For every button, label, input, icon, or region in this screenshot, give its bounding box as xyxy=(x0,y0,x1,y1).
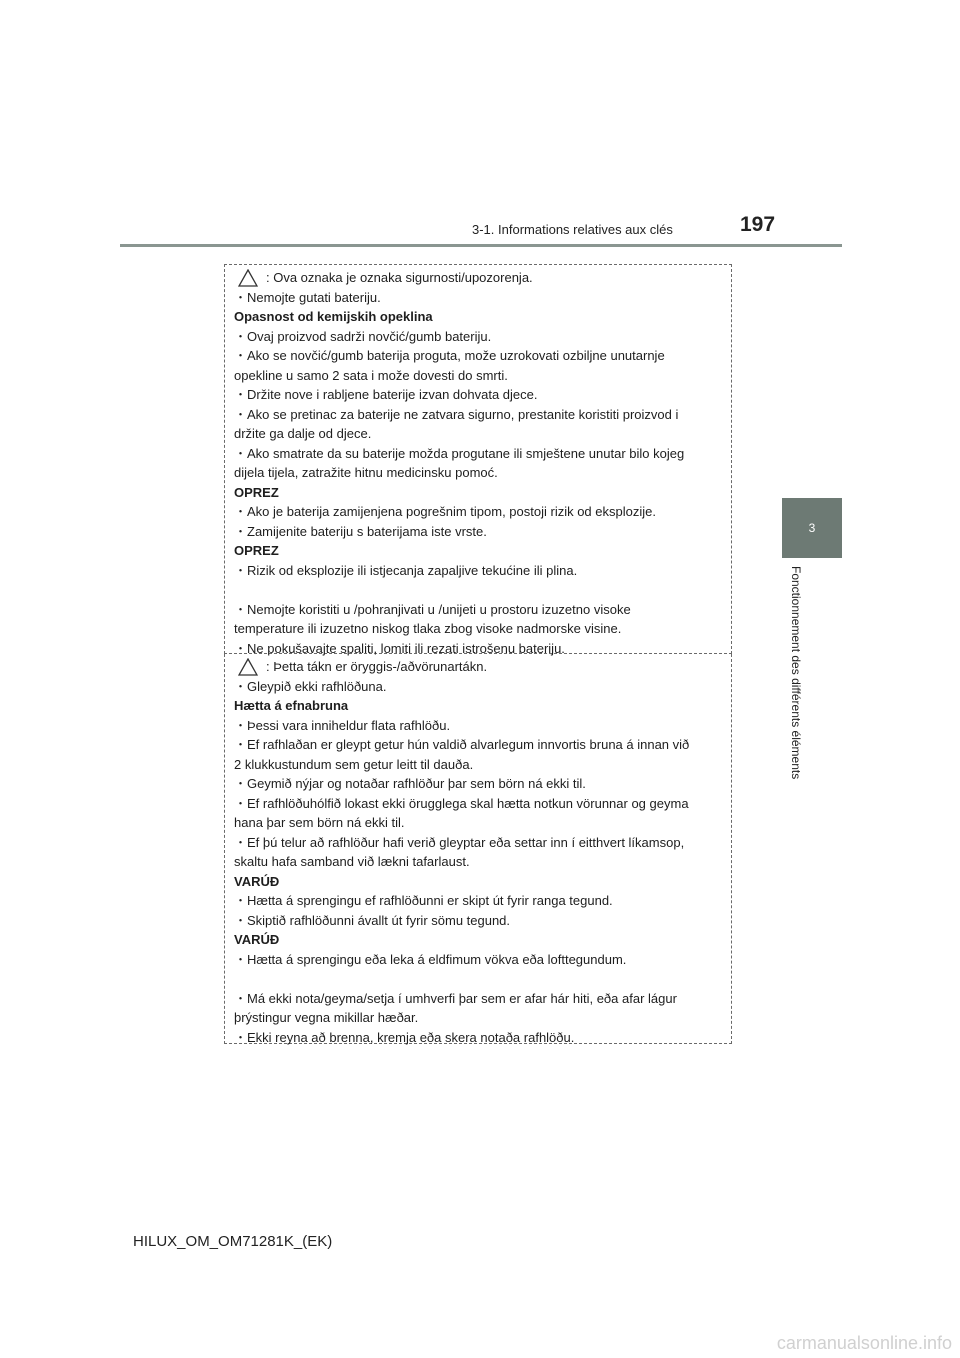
warning-line: ・Má ekki nota/geyma/setja í umhverfi þar sem er afar hár hiti, eða afar lágur xyxy=(234,990,677,1006)
spacer xyxy=(234,580,731,600)
warning-line: 2 klukkustundum sem getur leitt til dauða. xyxy=(234,756,474,772)
warning-heading: Opasnost od kemijskih opeklina xyxy=(234,309,433,324)
warning-line: ・Zamijenite bateriju s baterijama iste vrste. xyxy=(234,523,487,539)
warning-line: ・Þessi vara inniheldur flata rafhlöðu. xyxy=(234,717,451,733)
warning-triangle-icon xyxy=(238,658,258,676)
warning-line: ・Ako je baterija zamijenjena pogrešnim tipom, postoji rizik od eksplozije. xyxy=(234,504,656,519)
warning-line: ・Ako smatrate da su baterije možda progutane ili smještene unutar bilo kojeg xyxy=(234,445,685,461)
warning-line: ・Držite nove i rabljene baterije izvan dohvata djece. xyxy=(234,387,538,402)
warning-heading: Hætta á efnabruna xyxy=(234,698,349,713)
caution-heading: OPREZ xyxy=(234,484,279,500)
warning-line: skaltu hafa samband við lækni tafarlaust. xyxy=(234,854,470,869)
warning-line: ・Ako se novčić/gumb baterija proguta, može uzrokovati ozbiljne unutarnje xyxy=(234,348,665,363)
warning-line: ・Gleypið ekki rafhlöðuna. xyxy=(234,678,387,694)
warning-line: ・Hætta á sprengingu eða leka á eldfimum vökva eða lofttegundum. xyxy=(234,951,627,967)
warning-line: ・Nemojte koristiti u /pohranjivati u /unijeti u prostoru izuzetno visoke xyxy=(234,601,631,617)
warning-line: ・Rizik od eksplozije ili istjecanja zapaljive tekućine ili plina. xyxy=(234,562,578,578)
warning-line: ・Ef rafhlöðuhólfið lokast ekki örugglega skal hætta notkun vörunnar og geyma xyxy=(234,795,689,811)
warning-line: ・Ne pokušavajte spaliti, lomiti ili rezati istrošenu bateriju. xyxy=(234,640,565,656)
warning-line: hana þar sem börn ná ekki til. xyxy=(234,815,405,830)
section-title: 3-1. Informations relatives aux clés xyxy=(472,222,673,237)
warning-symbol-text: : Ova oznaka je oznaka sigurnosti/upozorenja. xyxy=(266,270,533,285)
warning-line: temperature ili izuzetno niskog tlaka zbog visoke nadmorske visine. xyxy=(234,621,622,636)
warning-line: ・Nemojte gutati bateriju. xyxy=(234,289,381,305)
warning-line: ・Ako se pretinac za baterije ne zatvara sigurno, prestanite koristiti proizvod i xyxy=(234,406,679,422)
caution-heading: VARÚÐ xyxy=(234,873,280,889)
warning-line: ・Ekki reyna að brenna, kremja eða skera notaða rafhlöðu. xyxy=(234,1029,575,1045)
warning-line: ・Hætta á sprengingu ef rafhlöðunni er skipt út fyrir ranga tegund. xyxy=(234,893,613,908)
warning-line: ・Ef rafhlaðan er gleypt getur hún valdið alvarlegum innvortis bruna á innan við xyxy=(234,737,690,752)
warning-line: ・Skiptið rafhlöðunni ávallt út fyrir sömu tegund. xyxy=(234,912,511,928)
warning-line: dijela tijela, zatražite hitnu medicinsku pomoć. xyxy=(234,465,498,480)
warning-symbol-text: : Þetta tákn er öryggis-/aðvörunartákn. xyxy=(266,659,488,674)
croatian-warning-panel xyxy=(224,264,732,654)
chapter-title: Fonctionnement des différents éléments xyxy=(789,566,803,780)
warning-line: opekline u samo 2 sata i može dovesti do smrti. xyxy=(234,367,508,383)
warning-symbol-line xyxy=(234,657,731,677)
watermark: carmanualsonline.info xyxy=(776,1333,952,1353)
warning-symbol-line xyxy=(234,268,731,288)
caution-heading: VARÚÐ xyxy=(234,932,280,947)
page-number: 197 xyxy=(740,213,776,236)
warning-line: ・Geymið nýjar og notaðar rafhlöður þar sem börn ná ekki til. xyxy=(234,776,586,791)
caution-heading: OPREZ xyxy=(234,543,279,558)
warning-line: þrýstingur vegna mikillar hæðar. xyxy=(234,1010,419,1025)
warning-line: držite ga dalje od djece. xyxy=(234,426,372,441)
document-id: HILUX_OM_OM71281K_(EK) xyxy=(133,1233,333,1250)
warning-line: ・Ef þú telur að rafhlöður hafi verið gleyptar eða settar inn í eitthvert líkamsop, xyxy=(234,834,685,850)
chapter-number: 3 xyxy=(808,521,816,535)
chapter-title-wrap xyxy=(786,566,806,796)
spacer xyxy=(234,969,731,989)
warning-line: ・Ovaj proizvod sadrži novčić/gumb bateriju. xyxy=(234,328,492,344)
header-divider xyxy=(120,244,842,247)
chapter-tab[interactable] xyxy=(782,498,842,558)
icelandic-warning-panel xyxy=(224,654,732,1044)
warning-triangle-icon xyxy=(238,269,258,287)
